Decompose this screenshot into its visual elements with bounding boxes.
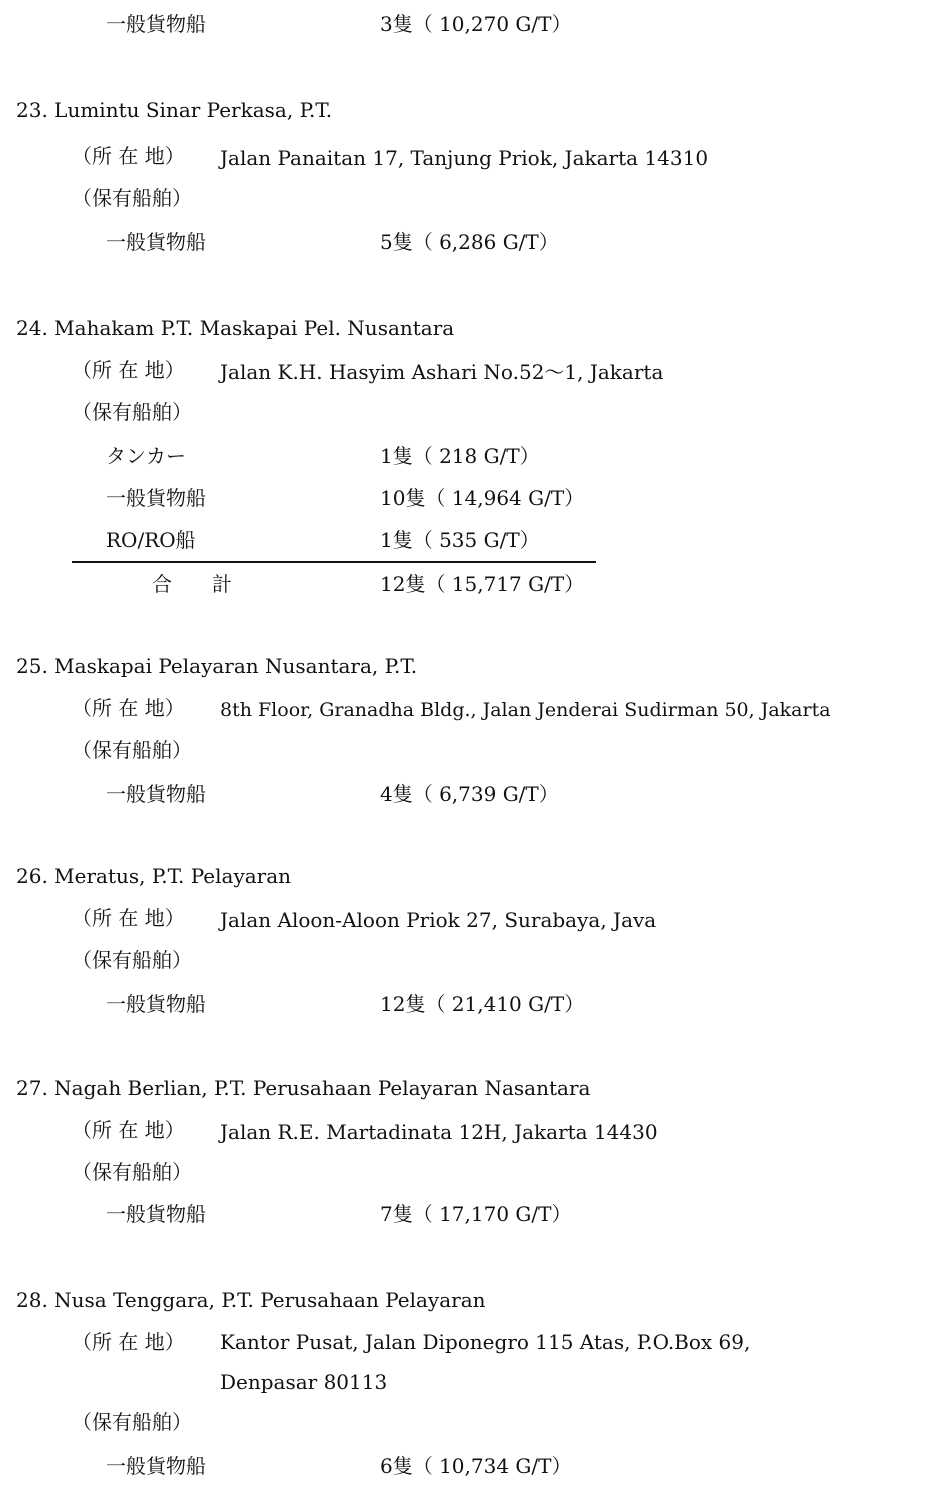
company-name: 23. Lumintu Sinar Perkasa, P.T. bbox=[16, 98, 333, 122]
vessel-count: 12隻（ 21,410 G/T） bbox=[380, 992, 585, 1016]
company-address: 8th Floor, Granadha Bldg., Jalan Jenderai Sudirman 50, Jakarta bbox=[220, 699, 831, 721]
company-name: 26. Meratus, P.T. Pelayaran bbox=[16, 864, 292, 888]
vessel-count: 7隻（ 17,170 G/T） bbox=[380, 1202, 572, 1226]
ships-label: （保有船舶） bbox=[72, 738, 192, 762]
vessel-type: 一般貨物船 bbox=[106, 12, 206, 36]
ships-label: （保有船舶） bbox=[72, 1410, 192, 1434]
company-address: Jalan R.E. Martadinata 12H, Jakarta 14430 bbox=[220, 1120, 658, 1144]
vessel-type: 一般貨物船 bbox=[106, 230, 206, 254]
vessel-count: 10隻（ 14,964 G/T） bbox=[380, 486, 585, 510]
ships-label: （保有船舶） bbox=[72, 400, 192, 424]
location-label: （所 在 地） bbox=[72, 144, 185, 168]
vessel-count: 1隻（ 535 G/T） bbox=[380, 528, 540, 552]
company-address: Jalan Panaitan 17, Tanjung Priok, Jakarta 14310 bbox=[220, 146, 709, 170]
ships-label: （保有船舶） bbox=[72, 186, 192, 210]
vessel-type: 一般貨物船 bbox=[106, 486, 206, 510]
company-address: Kantor Pusat, Jalan Diponegro 115 Atas, P.O.Box 69, bbox=[220, 1330, 751, 1354]
vessel-type: RO/RO船 bbox=[106, 528, 196, 552]
total-count: 12隻（ 15,717 G/T） bbox=[380, 572, 585, 596]
company-address: Jalan Aloon-Aloon Priok 27, Surabaya, Java bbox=[220, 908, 657, 932]
vessel-type: 一般貨物船 bbox=[106, 782, 206, 806]
company-address-line2: Denpasar 80113 bbox=[220, 1370, 388, 1394]
total-divider bbox=[72, 561, 596, 563]
vessel-type: タンカー bbox=[106, 444, 186, 468]
vessel-count: 4隻（ 6,739 G/T） bbox=[380, 782, 559, 806]
vessel-count: 1隻（ 218 G/T） bbox=[380, 444, 540, 468]
company-name: 25. Maskapai Pelayaran Nusantara, P.T. bbox=[16, 654, 418, 678]
total-label: 合計 bbox=[152, 572, 272, 596]
location-label: （所 在 地） bbox=[72, 906, 185, 930]
location-label: （所 在 地） bbox=[72, 1118, 185, 1142]
vessel-type: 一般貨物船 bbox=[106, 1454, 206, 1478]
vessel-type: 一般貨物船 bbox=[106, 992, 206, 1016]
company-name: 24. Mahakam P.T. Maskapai Pel. Nusantara bbox=[16, 316, 455, 340]
location-label: （所 在 地） bbox=[72, 696, 185, 720]
location-label: （所 在 地） bbox=[72, 1330, 185, 1354]
company-name: 28. Nusa Tenggara, P.T. Perusahaan Pelayaran bbox=[16, 1288, 486, 1312]
location-label: （所 在 地） bbox=[72, 358, 185, 382]
vessel-count: 5隻（ 6,286 G/T） bbox=[380, 230, 559, 254]
ships-label: （保有船舶） bbox=[72, 948, 192, 972]
company-name: 27. Nagah Berlian, P.T. Perusahaan Pelayaran Nasantara bbox=[16, 1076, 591, 1100]
vessel-type: 一般貨物船 bbox=[106, 1202, 206, 1226]
vessel-count: 6隻（ 10,734 G/T） bbox=[380, 1454, 572, 1478]
ships-label: （保有船舶） bbox=[72, 1160, 192, 1184]
vessel-count: 3隻（ 10,270 G/T） bbox=[380, 12, 572, 36]
company-address: Jalan K.H. Hasyim Ashari No.52～1, Jakarta bbox=[220, 360, 664, 384]
